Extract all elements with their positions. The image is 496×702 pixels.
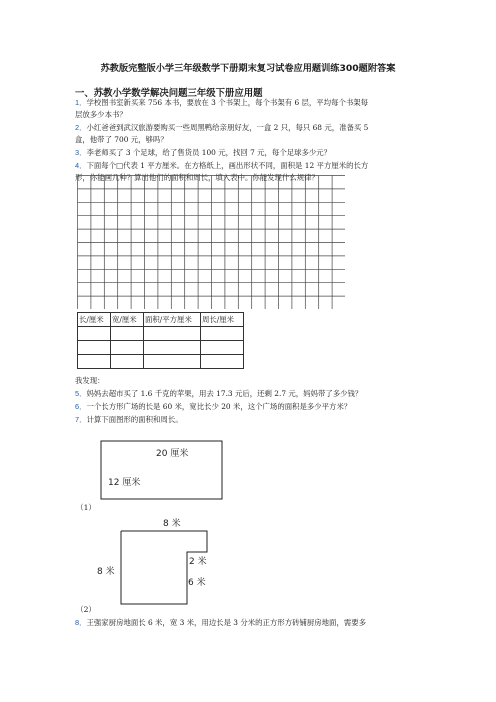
question-text: 李老师买了 3 个足球，给了售货员 100 元，找回 7 元，每个足球多少元？ xyxy=(86,148,332,157)
table-cell[interactable] xyxy=(144,341,201,355)
question-number: 5． xyxy=(75,389,87,398)
question-text: 王强家厨房地面长 6 米，宽 3 米，用边长是 3 分米的正方形方砖铺厨房地面，需要多 xyxy=(86,618,367,627)
figure-2-left-label: 8 米 xyxy=(97,567,115,577)
question-number: 1． xyxy=(75,98,87,107)
question-number: 8． xyxy=(75,618,87,627)
figure-2-label: （2） xyxy=(76,605,97,614)
question-text: 计算下面图形的面积和周长。 xyxy=(86,415,183,424)
question-number: 3． xyxy=(75,148,87,157)
question-text: 一个长方形广场的长是 60 米，宽比长少 20 米，这个广场的面积是多少平方米？ xyxy=(86,402,352,411)
question-7 xyxy=(75,414,425,426)
table-cell[interactable] xyxy=(111,327,144,341)
question-number: 7． xyxy=(75,415,87,424)
figure-2-inner-label: 6 米 xyxy=(188,578,206,588)
question-text: 盒，他带了 700 元，够吗？ xyxy=(75,135,168,145)
question-text: 形，你能画几种？算出他们的面积和周长，填入表中。你能发现什么规律？ xyxy=(75,173,319,183)
table-cell[interactable] xyxy=(111,341,144,355)
table-row xyxy=(78,341,244,355)
section-heading: 一、苏教小学数学解决问题三年级下册应用题 xyxy=(75,88,263,99)
table-header-cell: 周长/厘米 xyxy=(201,313,244,327)
document-title: 苏教版完整版小学三年级数学下册期末复习试卷应用题训练300题附答案 xyxy=(100,63,396,74)
table-cell[interactable] xyxy=(78,327,111,341)
table-cell[interactable] xyxy=(144,327,201,341)
table-cell[interactable] xyxy=(78,355,111,369)
figure-1-rectangle xyxy=(100,440,226,502)
table-cell[interactable] xyxy=(201,327,244,341)
square-grid-paper xyxy=(77,175,345,309)
discovery-label: 我发现： xyxy=(75,376,105,385)
figure-2-l-shape xyxy=(90,516,250,606)
table-cell[interactable] xyxy=(111,355,144,369)
question-text: 下面每个□代表 1 平方厘米。在方格纸上，画出形状不同，面积是 12 平方厘米的长方 xyxy=(86,161,369,170)
question-text: 学校图书室新买来 756 本书，要放在 3 个书架上，每个书架有 6 层，平均每个书架每 xyxy=(86,98,369,107)
question-text: 层放多少本书？ xyxy=(75,110,127,120)
question-text: 小红爸爸到武汉旅游要购买一些周黑鸭给亲朋好友，一盒 2 只，每只 68 元，准备买 5 xyxy=(86,123,369,132)
question-number: 4． xyxy=(75,161,87,170)
table-cell[interactable] xyxy=(78,341,111,355)
question-2 xyxy=(75,122,425,146)
question-number: 2． xyxy=(75,123,87,132)
table-header-cell: 宽/厘米 xyxy=(111,313,144,327)
table-row xyxy=(78,355,244,369)
figure-1-width-label: 20 厘米 xyxy=(156,449,189,459)
question-5 xyxy=(75,388,425,400)
l-shape-outline xyxy=(121,531,207,604)
question-6 xyxy=(75,401,425,413)
figure-2-top-label: 8 米 xyxy=(163,519,181,529)
question-number: 6． xyxy=(75,402,87,411)
question-1 xyxy=(75,97,425,121)
results-table xyxy=(77,312,244,369)
table-cell[interactable] xyxy=(201,341,244,355)
figure-2-notch-label: 2 米 xyxy=(189,557,207,567)
table-header-cell: 面积/平方厘米 xyxy=(144,313,201,327)
table-row xyxy=(78,327,244,341)
question-text: 妈妈去超市买了 1.6 千克的苹果，用去 17.3 元后，还剩 2.7 元，妈妈带了多少钱？ xyxy=(86,389,363,398)
figure-1-label: （1） xyxy=(76,503,97,512)
figure-1-height-label: 12 厘米 xyxy=(108,478,141,488)
table-cell[interactable] xyxy=(201,355,244,369)
table-header-row xyxy=(78,313,244,327)
table-cell[interactable] xyxy=(144,355,201,369)
table-header-cell: 长/厘米 xyxy=(78,313,111,327)
question-3 xyxy=(75,147,425,159)
question-8 xyxy=(75,617,425,629)
